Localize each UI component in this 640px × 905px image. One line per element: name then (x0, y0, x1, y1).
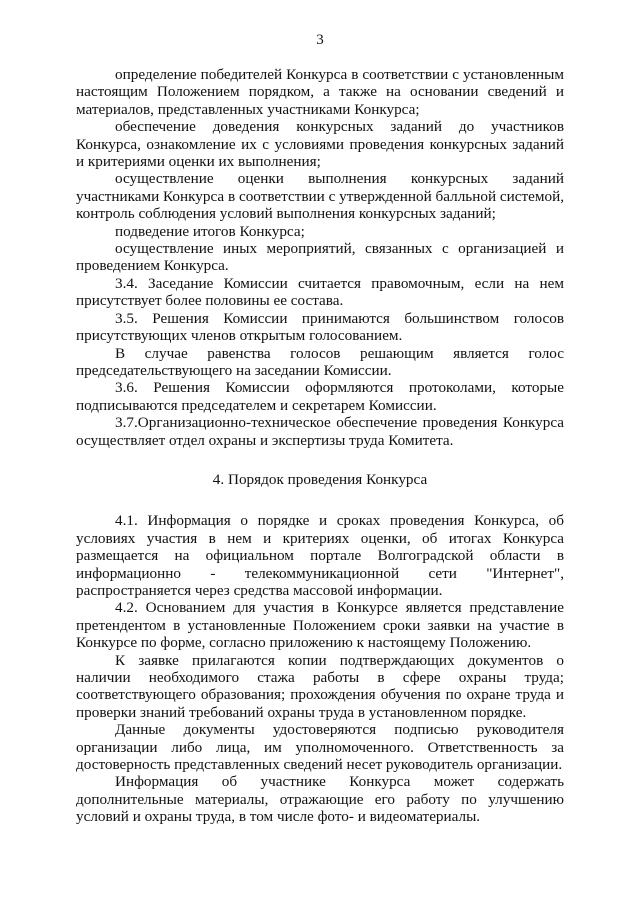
document-body (76, 66, 564, 826)
paragraph: 3.5. Решения Комиссии принимаются большинством голосов присутствующих членов открытым голосованием. (76, 309, 564, 345)
paragraph: 3.6. Решения Комиссии оформляются протоколами, которые подписываются председателем и секретарем Комиссии. (76, 379, 564, 414)
paragraph: подведение итогов Конкурса; (115, 222, 305, 240)
paragraph: осуществление оценки выполнения конкурсных заданий участниками Конкурса в соответствии с утвержденной балльной системой, контроль соблюдения условий выполнения конкурсных заданий; (76, 170, 564, 223)
section-title: 4. Порядок проведения Конкурса (212, 470, 428, 488)
paragraph: Информация об участнике Конкурса может содержать дополнительные материалы, отражающие его работу по улучшению условий и охраны труда, в том числе фото- и видеоматериалы. (76, 773, 564, 826)
paragraph: 4.1. Информация о порядке и сроках проведения Конкурса, об условиях участия в нем и критериях оценки, об итогах Конкурса размещается на официальном портале Волгоградской области в информационно - телекоммуникационной сети "Интернет", распространяется через средства массовой информации. (76, 512, 564, 599)
paragraph: 4.2. Основанием для участия в Конкурсе является представление претендентом в установленные Положением сроки заявки на участие в Конкурсе по форме, согласно приложению к настоящему Положению. (76, 599, 564, 652)
paragraph: Данные документы удостоверяются подписью руководителя организации либо лица, им уполномоченного. Ответственность за достоверность представленных сведений несет руководитель организации. (76, 721, 564, 774)
paragraph: осуществление иных мероприятий, связанных с организацией и проведением Конкурса. (76, 240, 564, 275)
paragraph: К заявке прилагаются копии подтверждающих документов о наличии необходимого стажа работы в сфере охраны труда; соответствующего образования; прохождения обучения по охране труда и проверки знаний требований охраны труда в установленном порядке. (76, 651, 564, 721)
paragraph: 3.7.Организационно-техническое обеспечение проведения Конкурса осуществляет отдел охраны и экспертизы труда Комитета. (76, 414, 564, 449)
paragraph: определение победителей Конкурса в соответствии с установленным настоящим Положением порядком, а также на основании сведений и материалов, представленных участниками Конкурса; (76, 66, 564, 118)
paragraph: 3.4. Заседание Комиссии считается правомочным, если на нем присутствует более половины ее состава. (76, 274, 564, 310)
paragraph: обеспечение доведения конкурсных заданий до участников Конкурса, ознакомление их с условиями проведения конкурсных заданий и критериями оценки их выполнения; (76, 118, 564, 171)
page-number: 3 (316, 32, 324, 48)
paragraph: В случае равенства голосов решающим является голос председательствующего на заседании Комиссии. (76, 344, 564, 379)
